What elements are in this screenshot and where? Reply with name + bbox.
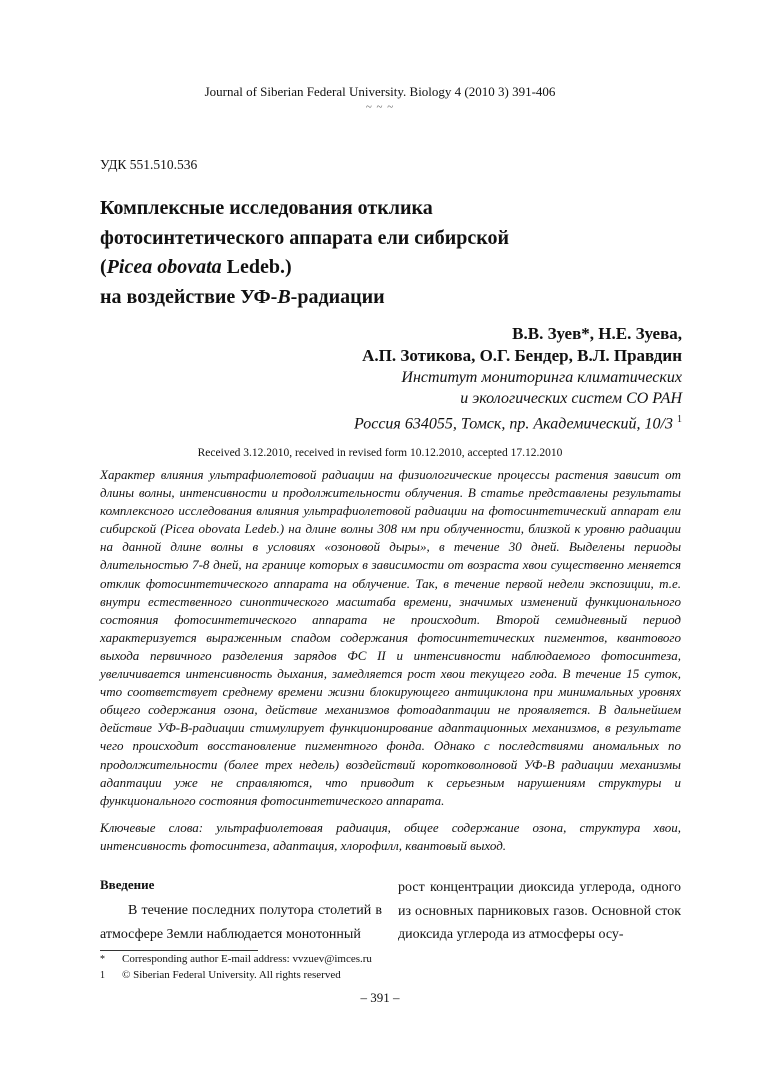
body-column-left bbox=[100, 876, 382, 946]
body-column-right: рост концентрации диоксида углерода, одного из основных парниковых газов. Основной сток диоксида углерода из атмосферы осу- bbox=[398, 880, 681, 942]
abstract: Характер влияния ультрафиолетовой радиации на физиологические процессы растения зависит от длины волны, интенсивности и продолжительности облучения. В статье представлены результаты комплексного исследования влияния ультрафиолетовой радиации на фотосинтетический аппарат ели сибирской (Picea obovata Ledeb.) на длине волны 308 нм при облученности, близкой к уровню радиации на данной длине волны в условиях «озоновой дыры», в течение 30 дней. Выделены периоды длительностью 7-8 дней, на границе которых в зависимости от возраста хвои существенно меняется отклик фотосинтетического аппарата на облучение. Так, в течение первой недели экспозиции, т.е. внутри естественного синоптического масштаба времени, значимых изменений функционального состояния фотосинтетического аппарата не происходит. Второй семидневный период характеризуется выраженным спадом содержания фотосинтетических пигментов, квантового выхода первичного разделения зарядов ФС II и интенсивности наблюдаемого фотосинтеза, увеличивается интенсивность дыхания, замедляется рост хвои текущего года. В течение 15 суток, что соответствует среднему времени жизни блокирующего антициклона при минимальных уровнях общего содержания озона, действие механизмов фотоадаптации не проявляется. В дальнейшем действие УФ-В-радиации стимулирует функционирование адаптационных механизмов, в результате чего происходит восстановление пигментного фонда. Однако с последствиями аномальных по продолжительности (более трех недель) воздействий коротковолновой УФ-В радиации механизмы адаптации уже не справляются, что приводит к серьезным нарушениям структуры и функционального состояния фотосинтетического аппарата. bbox=[100, 467, 681, 808]
section-heading: Введение bbox=[100, 877, 155, 892]
affiliation bbox=[354, 367, 682, 434]
affiliation-line-2: и экологических систем СО РАН bbox=[460, 390, 682, 407]
title-line-1: Комплексные исследования отклика bbox=[100, 197, 433, 219]
affiliation-line-3: Россия 634055, Томск, пр. Академический, 10/3 $^1$ bbox=[354, 414, 682, 433]
footnote: * Corresponding author E-mail address: vvzuev@imces.ru bbox=[100, 953, 372, 965]
affiliation-line-1: Институт мониторинга климатических bbox=[401, 369, 682, 386]
title-line-4: на воздействие УФ-B-радиации bbox=[100, 285, 385, 308]
footnote: 1 © Siberian Federal University. All rights reserved bbox=[100, 968, 341, 981]
intro-paragraph-start: В течение последних полутора столетий в атмосфере Земли наблюдается монотонный bbox=[100, 903, 382, 942]
header-ornament: ~ ~ ~ bbox=[365, 101, 395, 113]
author-list bbox=[362, 323, 682, 367]
keywords: Ключевые слова: ультрафиолетовая радиация, общее содержание озона, структура хвои, интенсивность фотосинтеза, адаптация, хлорофилл, квантовый выход. bbox=[100, 820, 681, 854]
authors-line-1: В.В. Зуев*, Н.Е. Зуева, bbox=[512, 324, 682, 343]
title-line-2: фотосинтетического аппарата ели сибирской bbox=[100, 226, 510, 249]
udc-code: УДК 551.510.536 bbox=[100, 157, 198, 172]
page-number: – 391 – bbox=[360, 990, 400, 1005]
footnote-divider bbox=[100, 950, 258, 951]
article-title bbox=[100, 194, 660, 312]
species-name: Picea obovata bbox=[106, 256, 222, 278]
affiliation-footnote-mark: 1 bbox=[677, 414, 682, 425]
footnotes bbox=[100, 952, 660, 983]
authors-line-2: А.П. Зотикова, О.Г. Бендер, В.Л. Правдин bbox=[362, 346, 682, 365]
received-dates: Received 3.12.2010, received in revised form 10.12.2010, accepted 17.12.2010 bbox=[197, 447, 563, 459]
title-line-3: (Picea obovata Ledeb.) bbox=[100, 256, 292, 278]
journal-header: Journal of Siberian Federal University. Biology 4 (2010 3) 391-406 bbox=[204, 84, 556, 99]
